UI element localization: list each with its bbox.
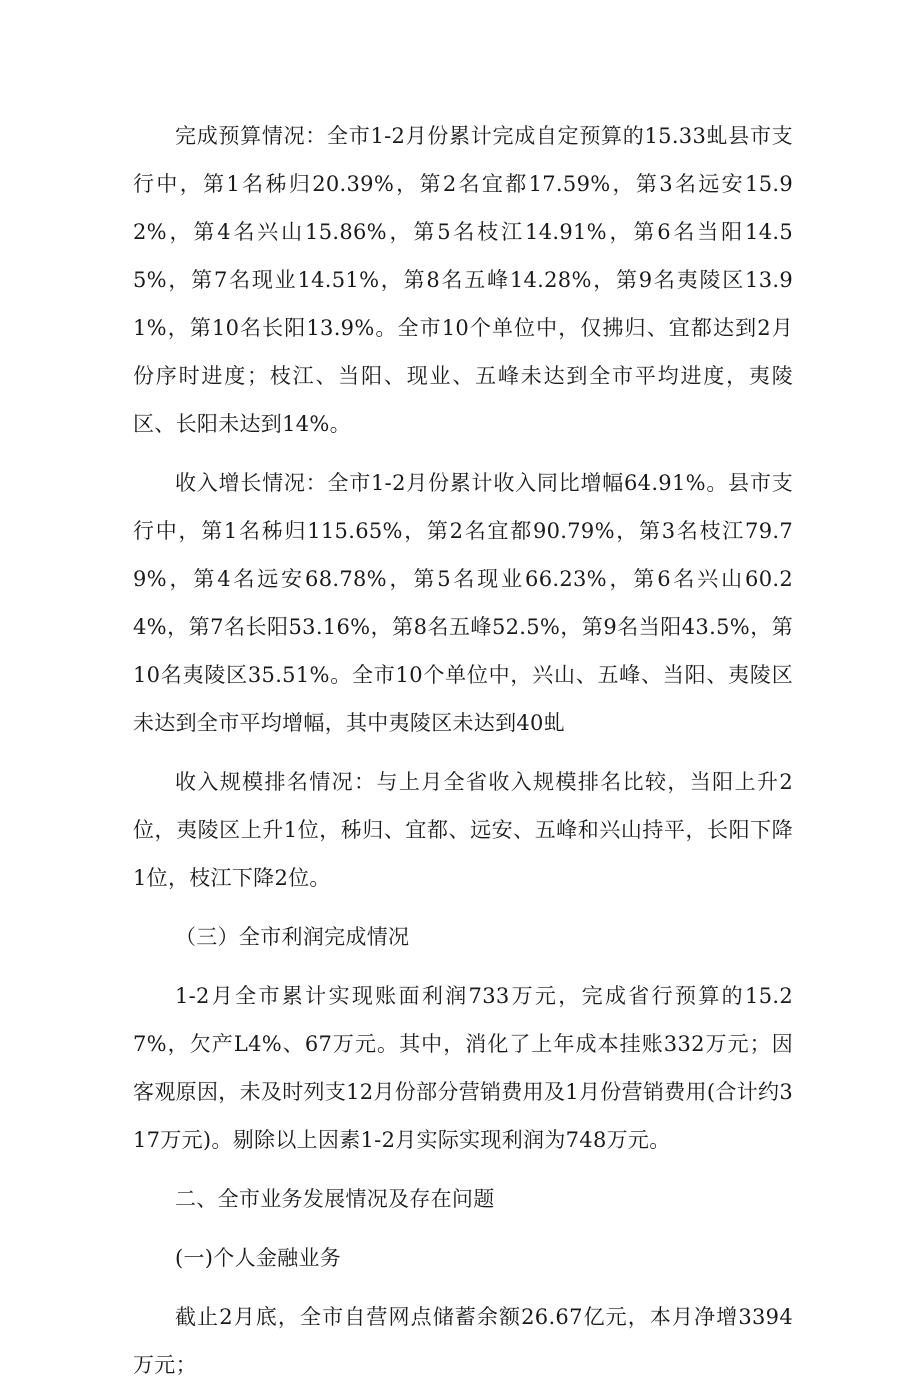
document-body bbox=[133, 112, 793, 1389]
section-heading-business: 二、全市业务发展情况及存在问题 bbox=[175, 1187, 495, 1211]
subsection-heading-personal-finance: (一)个人金融业务 bbox=[175, 1246, 342, 1270]
paragraph-budget-completion: 完成预算情况：全市1-2月份累计完成自定预算的15.33虬县市支行中，第1名秭归20.39%，第2名宜都17.59%，第3名远安15.92%，第4名兴山15.86%，第5名枝江14.91%，第6名当阳14.55%，第7名现业14.51%，第8名五峰14.28%，第9名夷陵区13.91%，第10名长阳13.9%。全市10个单位中，仅拂归、宜都达到2月份序时进度；枝江、当阳、现业、五峰未达到全市平均进度，夷陵区、长阳未达到14%。 bbox=[133, 124, 793, 436]
paragraph-income-growth: 收入增长情况：全市1-2月份累计收入同比增幅64.91%。县市支行中，第1名秭归115.65%，第2名宜都90.79%，第3名枝江79.79%，第4名远安68.78%，第5名现业66.23%，第6名兴山60.24%，第7名长阳53.16%，第8名五峰52.5%，第9名当阳43.5%，第10名夷陵区35.51%。全市10个单位中，兴山、五峰、当阳、夷陵区未达到全市平均增幅，其中夷陵区未达到40虬 bbox=[133, 471, 793, 735]
section-heading-profit: （三）全市利润完成情况 bbox=[175, 925, 410, 949]
paragraph-savings: 截止2月底，全市自营网点储蓄余额26.67亿元，本月净增3394万元； bbox=[133, 1305, 793, 1377]
paragraph-income-ranking: 收入规模排名情况：与上月全省收入规模排名比较，当阳上升2位，夷陵区上升1位，秭归、宜都、远安、五峰和兴山持平，长阳下降1位，枝江下降2位。 bbox=[133, 770, 793, 890]
paragraph-profit: 1-2月全市累计实现账面利润733万元，完成省行预算的15.27%，欠产L4%、67万元。其中，消化了上年成本挂账332万元；因客观原因，未及时列支12月份部分营销费用及1月份营销费用(合计约317万元)。剔除以上因素1-2月实际实现利润为748万元。 bbox=[133, 984, 793, 1152]
